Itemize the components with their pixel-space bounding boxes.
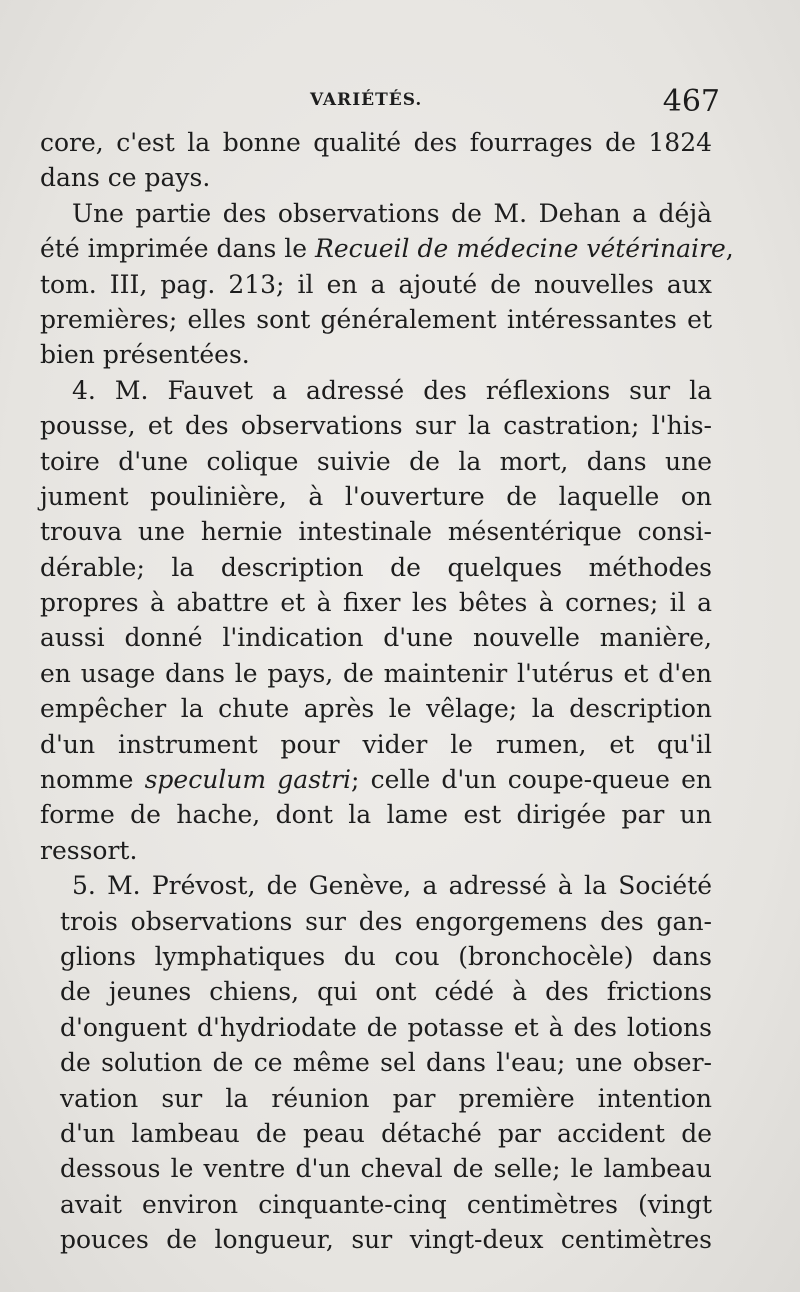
text-run: 4. M. Fauvet a adressé des réflexions sur la — [72, 375, 712, 405]
text-line — [40, 620, 712, 655]
text-run: avait environ cinquante-cinq centimètres (vingt — [60, 1189, 712, 1219]
text-line — [40, 1151, 712, 1186]
text-run: propres à abattre et à fixer les bêtes à cornes; il a — [40, 588, 712, 618]
text-line — [40, 585, 712, 620]
text-run: dessous le ventre d'un cheval de selle; le lambeau — [60, 1154, 712, 1184]
text-line — [40, 231, 734, 266]
text-line — [40, 1045, 712, 1080]
text-line — [40, 904, 712, 939]
italic-text: speculum gastri — [144, 765, 352, 795]
text-line — [40, 1222, 712, 1257]
text-run: d'onguent d'hydriodate de potasse et à des lotions — [60, 1012, 712, 1042]
text-run: trouva une hernie intestinale mésentérique consi- — [40, 517, 712, 547]
text-line — [40, 762, 712, 797]
text-line — [40, 196, 712, 231]
text-run: forme de hache, dont la lame est dirigée par un — [40, 800, 712, 830]
text-line — [40, 727, 712, 762]
text-run: d'un instrument pour vider le rumen, et qu'il — [40, 729, 712, 759]
text-line — [40, 373, 712, 408]
text-line — [40, 514, 712, 549]
text-line — [40, 656, 712, 691]
text-line — [40, 1010, 712, 1045]
page-header — [40, 84, 720, 124]
text-line — [40, 1116, 712, 1151]
running-head: VARIÉTÉS. — [310, 90, 423, 110]
body-text — [40, 125, 734, 1258]
text-run: vation sur la réunion par première intention — [60, 1083, 712, 1113]
text-run: dérable; la description de quelques méthodes — [40, 552, 712, 582]
text-line — [40, 868, 712, 903]
text-run: d'un lambeau de peau détaché par accident de — [60, 1118, 712, 1148]
text-line — [40, 1187, 712, 1222]
text-run: en usage dans le pays, de maintenir l'utérus et d'en — [40, 658, 712, 688]
text-run: 5. M. Prévost, de Genève, a adressé à la Société — [72, 871, 712, 901]
text-run: tom. III, pag. 213; il en a ajouté de nouvelles aux — [40, 269, 712, 299]
text-run: , — [725, 234, 734, 264]
text-line — [40, 479, 712, 514]
text-run: bien présentées. — [40, 340, 250, 370]
text-run: ressort. — [40, 835, 138, 865]
page-number: 467 — [662, 84, 720, 119]
text-run: pousse, et des observations sur la castration; l'his- — [40, 411, 712, 441]
text-line — [40, 833, 712, 868]
text-run: de solution de ce même sel dans l'eau; une obser- — [60, 1048, 712, 1078]
text-run: ; celle d'un coupe-queue en — [351, 765, 712, 795]
text-line — [40, 408, 712, 443]
text-run: Une partie des observations de M. Dehan a déjà — [72, 198, 712, 228]
text-run: nomme — [40, 765, 145, 795]
text-run: pouces de longueur, sur vingt-deux centimètres — [60, 1225, 712, 1255]
text-run: dans ce pays. — [40, 163, 211, 193]
text-line — [40, 444, 712, 479]
text-run: toire d'une colique suivie de la mort, dans une — [40, 446, 712, 476]
text-run: été imprimée dans le — [40, 234, 315, 264]
text-line — [40, 160, 712, 195]
text-run: empêcher la chute après le vêlage; la description — [40, 694, 712, 724]
text-line — [40, 302, 712, 337]
text-line — [40, 974, 712, 1009]
text-line — [40, 797, 712, 832]
text-line — [40, 1081, 712, 1116]
text-run: jument poulinière, à l'ouverture de laquelle on — [40, 481, 712, 511]
text-run: trois observations sur des engorgemens des gan- — [60, 906, 712, 936]
text-line — [40, 939, 712, 974]
italic-text: Recueil de médecine vétérinaire — [315, 234, 726, 264]
text-run: aussi donné l'indication d'une nouvelle manière, — [40, 623, 712, 653]
text-line — [40, 337, 712, 372]
text-run: core, c'est la bonne qualité des fourrages de 1824 — [40, 128, 712, 157]
text-line — [40, 691, 712, 726]
text-run: premières; elles sont généralement intéressantes et — [40, 304, 712, 334]
text-line — [40, 267, 712, 302]
text-run: glions lymphatiques du cou (bronchocèle) dans — [60, 941, 712, 971]
text-run: de jeunes chiens, qui ont cédé à des frictions — [60, 977, 712, 1007]
text-line — [40, 550, 712, 585]
text-line — [40, 125, 712, 160]
